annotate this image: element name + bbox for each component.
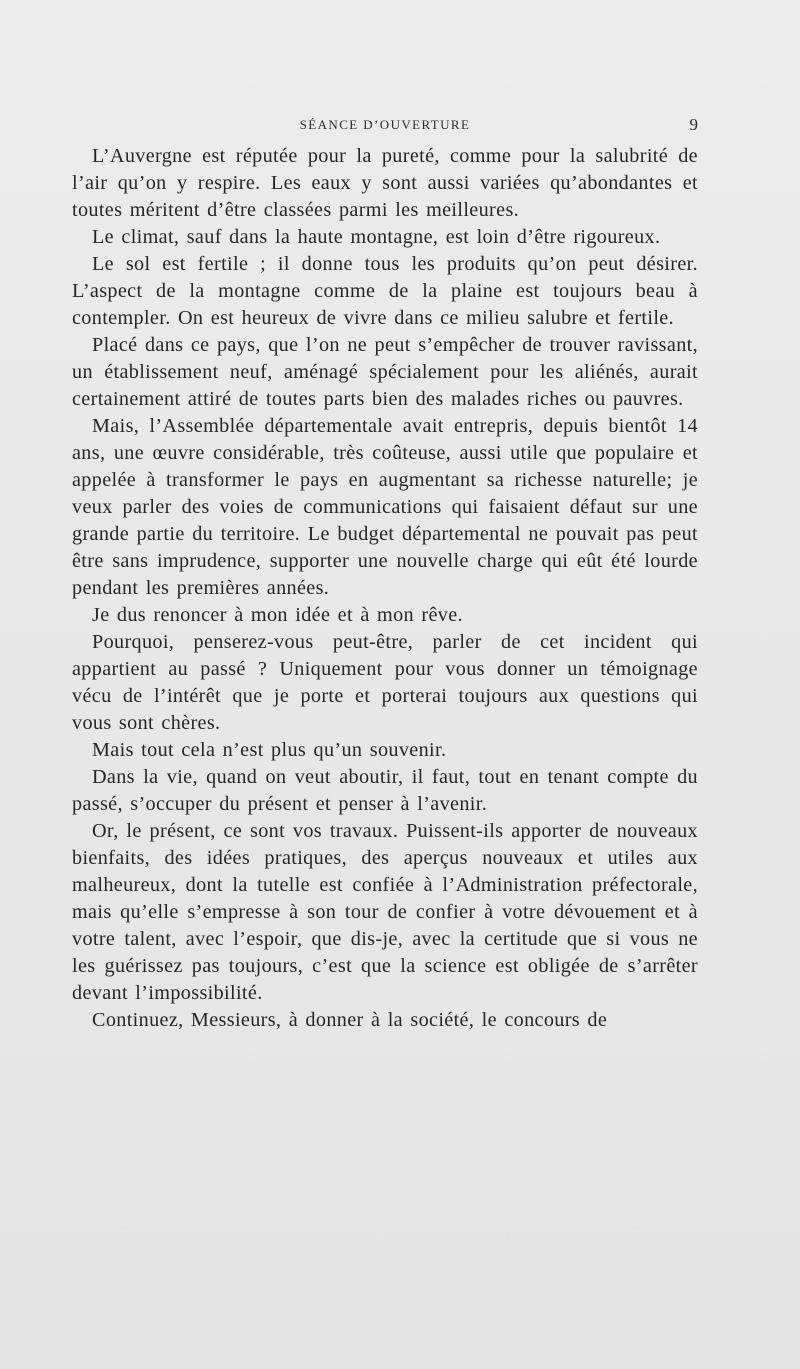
paragraph: Dans la vie, quand on veut aboutir, il faut, tout en tenant compte du passé, s’occuper du présent et penser à l’avenir. (72, 766, 698, 815)
body-text (72, 143, 698, 1034)
paragraph: L’Auvergne est réputée pour la pureté, comme pour la salubrité de l’air qu’on y respire. Les eaux y sont aussi variées qu’abondantes et toutes méritent d’être classées parmi les meilleures. (72, 145, 698, 221)
running-title: SÉANCE D’OUVERTURE (299, 117, 471, 132)
paragraph: Continuez, Messieurs, à donner à la société, le concours de (92, 1009, 608, 1031)
paragraph: Or, le présent, ce sont vos travaux. Puissent-ils apporter de nouveaux bienfaits, des idées pratiques, des aperçus nouveaux et utiles aux malheureux, dont la tutelle est confiée à l’Administration préfectorale, mais qu’elle s’empresse à son tour de confier à votre dévouement et à votre talent, avec l’espoir, que dis-je, avec la certitude que si vous ne les guérissez pas toujours, c’est que la science est obligée de s’arrêter devant l’impossibilité. (72, 820, 698, 1004)
paragraph: Mais tout cela n’est plus qu’un souvenir. (92, 739, 447, 761)
paragraph: Placé dans ce pays, que l’on ne peut s’empêcher de trouver ravissant, un établissement neuf, aménagé spécialement pour les aliénés, aurait certainement attiré de toutes parts bien des malades riches ou pauvres. (72, 334, 698, 410)
paragraph: Le sol est fertile ; il donne tous les produits qu’on peut désirer. L’aspect de la montagne comme de la plaine est toujours beau à contempler. On est heureux de vivre dans ce milieu salubre et fertile. (72, 253, 698, 329)
page-header (72, 117, 698, 141)
page-number: 9 (689, 115, 698, 134)
paragraph: Mais, l’Assemblée départementale avait entrepris, depuis bientôt 14 ans, une œuvre considérable, très coûteuse, aussi utile que populaire et appelée à transformer le pays en augmentant sa richesse naturelle; je veux parler des voies de communications qui faisaient défaut sur une grande partie du territoire. Le budget départemental ne pouvait pas peut être sans imprudence, supporter une nouvelle charge qui eût été lourde pendant les premières années. (72, 415, 698, 599)
paragraph: Pourquoi, penserez-vous peut-être, parler de cet incident qui appartient au passé ? Uniquement pour vous donner un témoignage vécu de l’intérêt que je porte et porterai toujours aux questions qui vous sont chères. (72, 631, 698, 734)
paragraph: Je dus renoncer à mon idée et à mon rêve. (92, 604, 463, 626)
paragraph: Le climat, sauf dans la haute montagne, est loin d’être rigoureux. (92, 226, 661, 248)
